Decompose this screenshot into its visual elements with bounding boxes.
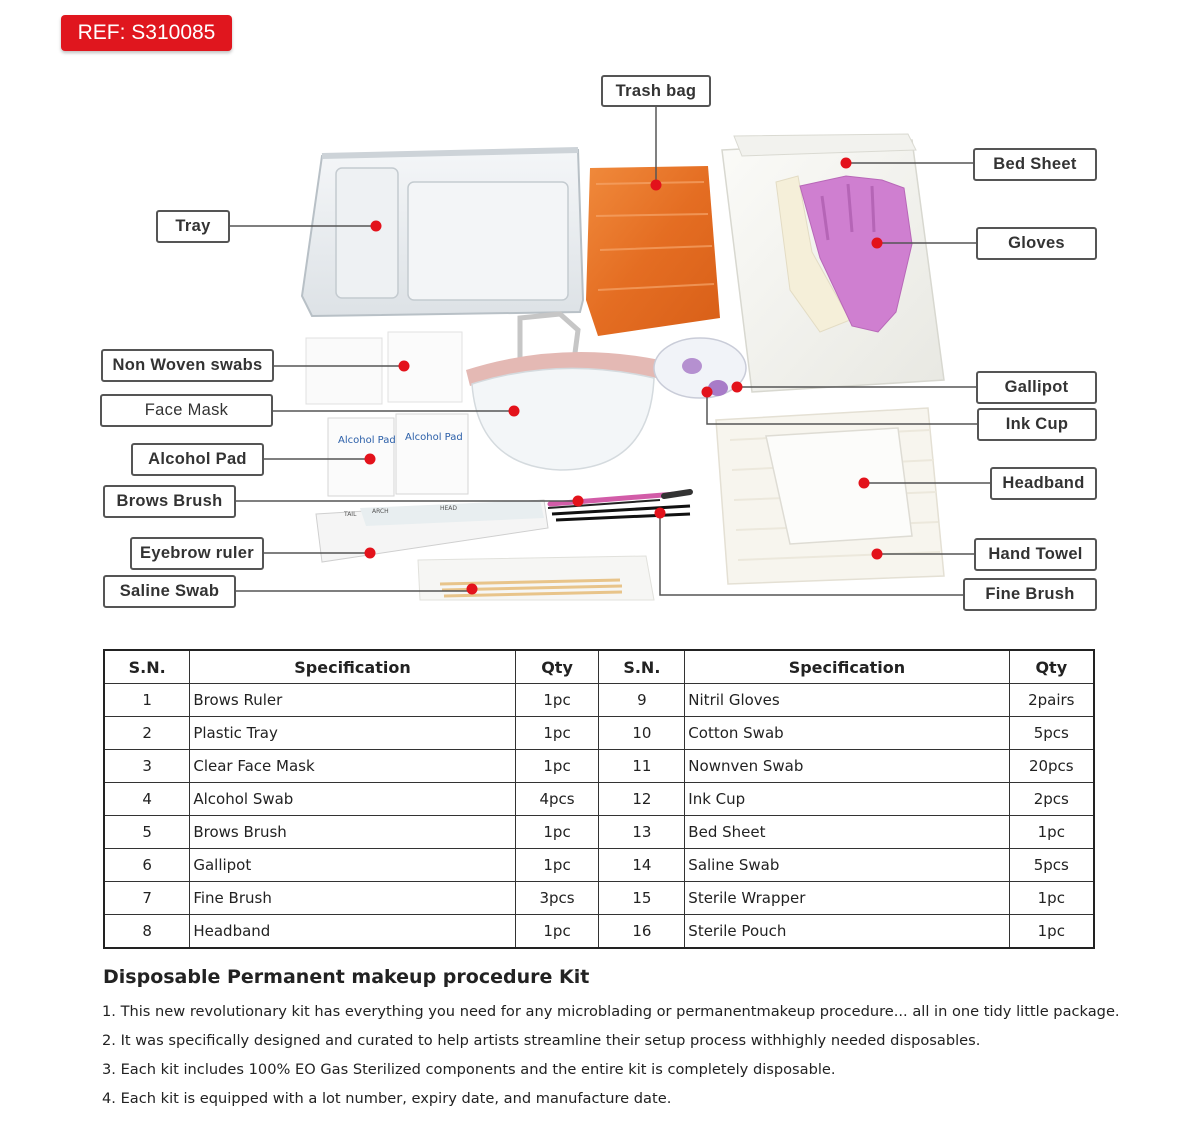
- label-saline-swab: Saline Swab: [103, 575, 236, 608]
- cell-qty: 3pcs: [515, 882, 599, 915]
- cell-qty: 5pcs: [1009, 849, 1094, 882]
- cell-spec: Ink Cup: [685, 783, 1009, 816]
- svg-text:ARCH: ARCH: [372, 508, 389, 515]
- label-ink-cup: Ink Cup: [977, 408, 1097, 441]
- table-row: [104, 915, 1094, 949]
- trash-bag-image: [586, 166, 720, 336]
- ref-badge: REF: S310085: [61, 15, 232, 51]
- table-row: [104, 849, 1094, 882]
- header-sn: S.N.: [599, 650, 685, 684]
- svg-text:TAIL: TAIL: [344, 511, 357, 518]
- cell-spec: Clear Face Mask: [190, 750, 515, 783]
- svg-text:HEAD: HEAD: [440, 505, 458, 512]
- header-qty: Qty: [1009, 650, 1094, 684]
- cell-sn: 4: [104, 783, 190, 816]
- cell-qty: 2pairs: [1009, 684, 1094, 717]
- description-line: 4. Each kit is equipped with a lot number, expiry date, and manufacture date.: [102, 1090, 672, 1107]
- label-gloves: Gloves: [976, 227, 1097, 260]
- non-woven-swabs-image: [306, 332, 462, 404]
- description-title: Disposable Permanent makeup procedure Kit: [103, 966, 590, 988]
- cell-qty: 1pc: [1009, 882, 1094, 915]
- cell-qty: 1pc: [515, 816, 599, 849]
- header-qty: Qty: [515, 650, 599, 684]
- cell-spec: Nitril Gloves: [685, 684, 1009, 717]
- cell-spec: Fine Brush: [190, 882, 515, 915]
- label-trash-bag: Trash bag: [601, 75, 711, 107]
- table-row: [104, 783, 1094, 816]
- cell-spec: Gallipot: [190, 849, 515, 882]
- label-bed-sheet: Bed Sheet: [973, 148, 1097, 181]
- cell-qty: 1pc: [515, 849, 599, 882]
- svg-text:Alcohol Pad: Alcohol Pad: [338, 435, 396, 446]
- cell-qty: 5pcs: [1009, 717, 1094, 750]
- alcohol-pads-image: [328, 414, 468, 496]
- cell-sn: 2: [104, 717, 190, 750]
- cell-sn: 6: [104, 849, 190, 882]
- cell-sn: 9: [599, 684, 685, 717]
- cell-spec: Brows Ruler: [190, 684, 515, 717]
- label-alcohol-pad: Alcohol Pad: [131, 443, 264, 476]
- tray-image: [302, 150, 583, 316]
- cell-spec: Brows Brush: [190, 816, 515, 849]
- table-row: [104, 717, 1094, 750]
- cell-qty: 4pcs: [515, 783, 599, 816]
- cell-sn: 10: [599, 717, 685, 750]
- table-row: [104, 684, 1094, 717]
- label-brows-brush: Brows Brush: [103, 485, 236, 518]
- cell-spec: Sterile Pouch: [685, 915, 1009, 949]
- table-row: [104, 816, 1094, 849]
- header-specification: Specification: [685, 650, 1009, 684]
- label-gallipot: Gallipot: [976, 371, 1097, 404]
- cell-sn: 1: [104, 684, 190, 717]
- cell-qty: 2pcs: [1009, 783, 1094, 816]
- cell-sn: 13: [599, 816, 685, 849]
- description-line: 2. It was specifically designed and curated to help artists streamline their setup process withhighly needed disposables.: [102, 1032, 981, 1049]
- cell-qty: 1pc: [515, 750, 599, 783]
- description-line: 3. Each kit includes 100% EO Gas Sterilized components and the entire kit is completely disposable.: [102, 1061, 836, 1078]
- face-mask-image: [466, 314, 660, 470]
- cell-qty: 1pc: [515, 915, 599, 949]
- cell-sn: 14: [599, 849, 685, 882]
- svg-text:Alcohol Pad: Alcohol Pad: [405, 432, 463, 443]
- table-header-row: [104, 650, 1094, 684]
- cell-sn: 5: [104, 816, 190, 849]
- cell-sn: 15: [599, 882, 685, 915]
- cell-spec: Bed Sheet: [685, 816, 1009, 849]
- cell-spec: Plastic Tray: [190, 717, 515, 750]
- label-tray: Tray: [156, 210, 230, 243]
- table-row: [104, 750, 1094, 783]
- cell-sn: 3: [104, 750, 190, 783]
- cell-spec: Cotton Swab: [685, 717, 1009, 750]
- cell-sn: 8: [104, 915, 190, 949]
- label-headband: Headband: [990, 467, 1097, 500]
- label-fine-brush: Fine Brush: [963, 578, 1097, 611]
- label-hand-towel: Hand Towel: [974, 538, 1097, 571]
- cell-qty: 1pc: [515, 717, 599, 750]
- label-face-mask: Face Mask: [100, 394, 273, 427]
- cell-qty: 1pc: [515, 684, 599, 717]
- cell-sn: 12: [599, 783, 685, 816]
- header-specification: Specification: [190, 650, 515, 684]
- saline-swab-image: [418, 556, 654, 600]
- table-row: [104, 882, 1094, 915]
- cell-sn: 16: [599, 915, 685, 949]
- description-line: 1. This new revolutionary kit has everything you need for any microblading or permanentmakeup procedure... all in one tidy little package.: [102, 1003, 1120, 1020]
- cell-qty: 1pc: [1009, 816, 1094, 849]
- cell-qty: 20pcs: [1009, 750, 1094, 783]
- cell-spec: Saline Swab: [685, 849, 1009, 882]
- cell-qty: 1pc: [1009, 915, 1094, 949]
- cell-spec: Alcohol Swab: [190, 783, 515, 816]
- cell-sn: 11: [599, 750, 685, 783]
- cell-spec: Nownven Swab: [685, 750, 1009, 783]
- cell-sn: 7: [104, 882, 190, 915]
- label-non-woven-swabs: Non Woven swabs: [101, 349, 274, 382]
- header-sn: S.N.: [104, 650, 190, 684]
- label-eyebrow-ruler: Eyebrow ruler: [130, 537, 264, 570]
- cell-spec: Headband: [190, 915, 515, 949]
- headband-image: [766, 428, 912, 544]
- spec-table: [103, 649, 1095, 949]
- cell-spec: Sterile Wrapper: [685, 882, 1009, 915]
